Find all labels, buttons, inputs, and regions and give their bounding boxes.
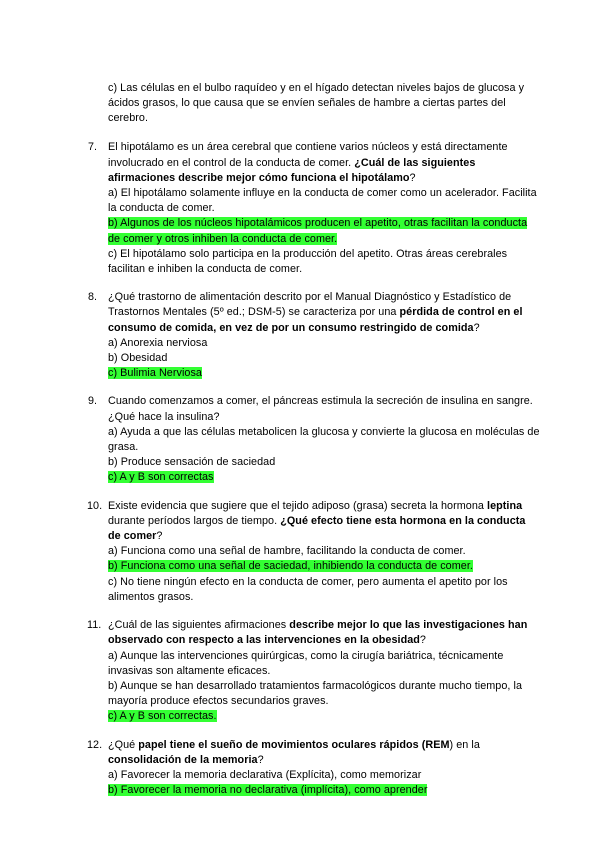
correct-answer-highlight: b) Favorecer la memoria no declarativa (implícita), como aprender — [108, 784, 428, 797]
option-a: a) El hipotálamo solamente influye en la conducta de comer como un acelerador. Facilita la conducta de comer. — [108, 187, 537, 215]
question-11 — [88, 618, 540, 724]
question-stem: ¿Qué papel tiene el sueño de movimientos oculares rápidos (REM) en la consolidación de la memoria? — [108, 738, 480, 766]
correct-answer-highlight: c) A y B son correctas. — [108, 710, 217, 723]
question-8 — [88, 290, 540, 381]
question-9 — [88, 394, 540, 485]
option-c-correct — [108, 709, 540, 724]
question-stem: ¿Cuál de las siguientes afirmaciones describe mejor lo que las investigaciones han observado con respecto a las intervenciones en la obesidad? — [108, 619, 528, 647]
option-b-correct — [108, 559, 540, 574]
question-number: 8. — [88, 291, 98, 304]
option-c: c) No tiene ningún efecto en la conducta de comer, pero aumenta el apetito por los alimentos grasos. — [108, 575, 508, 603]
option-b: b) Aunque se han desarrollado tratamientos farmacológicos durante mucho tiempo, la mayoría produce efectos secundarios graves. — [108, 679, 523, 708]
question-number: 10. — [87, 499, 103, 512]
option-a: a) Favorecer la memoria declarativa (Explícita), como memorizar — [108, 768, 422, 781]
option-a: a) Anorexia nerviosa — [108, 336, 208, 349]
question-number: 11. — [87, 619, 102, 632]
question-10 — [88, 499, 540, 605]
correct-answer-highlight: b) Algunos de los núcleos hipotalámicos producen el apetito, otras facilitan la conducta de comer y otros inhiben la conducta de comer. — [108, 217, 528, 245]
question-number: 7. — [88, 141, 98, 154]
question-12 — [88, 738, 540, 799]
option-b-correct — [108, 783, 540, 798]
option-a: a) Ayuda a que las células metabolicen la glucosa y convierte la glucosa en moléculas de grasa. — [108, 425, 540, 454]
correct-answer-highlight: c) Bulimia Nerviosa — [108, 367, 202, 380]
option-c-correct — [108, 470, 540, 485]
option-b-correct — [108, 216, 540, 246]
option-a: a) Funciona como una señal de hambre, facilitando la conducta de comer. — [108, 545, 466, 558]
question-stem: El hipotálamo es un área cerebral que contiene varios núcleos y está directamente involucrado en el control de la conducta de comer. ¿Cuál de las siguientes afirmaciones describe mejor cómo funciona el hipotálamo? — [108, 141, 508, 184]
option-b: b) Produce sensación de saciedad — [108, 456, 276, 469]
question-stem: Cuando comenzamos a comer, el páncreas estimula la secreción de insulina en sangre. ¿Qué hace la insulina? — [108, 395, 533, 423]
correct-answer-highlight: b) Funciona como una señal de saciedad, inhibiendo la conducta de comer. — [108, 560, 473, 573]
question-stem: ¿Qué trastorno de alimentación descrito por el Manual Diagnóstico y Estadístico de Trastornos Mentales (5º ed.; DSM-5) se caracteriza por una pérdida de control en el consumo de comida, en vez de por un consumo restringido de comida? — [108, 291, 523, 334]
question-number: 9. — [88, 395, 98, 408]
correct-answer-highlight: c) A y B son correctas — [108, 471, 214, 484]
option-a: a) Aunque las intervenciones quirúrgicas, como la cirugía bariátrica, técnicamente invasivas son altamente eficaces. — [108, 649, 504, 677]
option-b: b) Obesidad — [108, 352, 168, 365]
question-number: 12. — [87, 738, 103, 751]
question-7 — [88, 140, 540, 277]
continued-option: c) Las células en el bulbo raquídeo y en el hígado detectan niveles bajos de glucosa y ácidos grasos, lo que causa que se envíen señales de hambre a ciertas partes del cerebro. — [108, 81, 525, 125]
option-c-correct — [108, 366, 540, 381]
option-c: c) El hipotálamo solo participa en la producción del apetito. Otras áreas cerebrales facilitan e inhiben la conducta de comer. — [108, 247, 508, 276]
question-stem: Existe evidencia que sugiere que el tejido adiposo (grasa) secreta la hormona leptina durante períodos largos de tiempo. ¿Qué efecto tiene esta hormona en la conducta de comer? — [108, 499, 526, 543]
